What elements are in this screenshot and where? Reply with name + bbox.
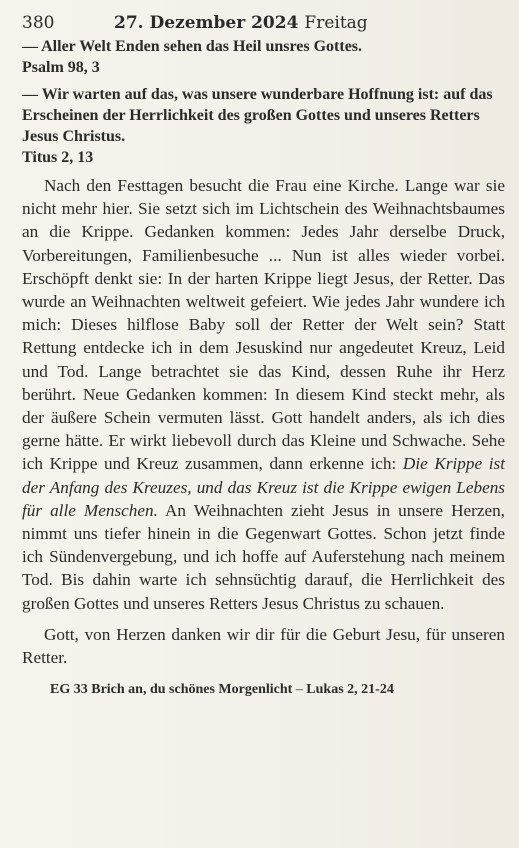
devotion-text: [22, 174, 505, 615]
devotion-part-1: Nach den Festtagen besucht die Frau eine Kirche. Lange war sie nicht mehr hier. Sie setzt sich im Lichtschein des Weihnachtsbaumes an die Krippe. Gedanken kommen: Jedes Jahr derselbe Druck, Vorbereitungen, Familienbesuche ... Nun ist alles wieder vorbei. Erschöpft denkt sie: In der harten Krippe liegt Jesus, der Retter. Das wurde an Weihnachten weltweit gefeiert. Wie jedes Jahr wundere ich mich: Dieses hilflose Baby soll der Retter der Welt sein? Statt Rettung entdecke ich in dem Jesuskind nur angedeutet Kreuz, Leid und Tod. Lange betrachtet sie das Kind, dessen Ruhe ihr Herz berührt. Neue Gedanken kommen: In diesem Kind steckt mehr, als der äußere Schein vermuten lässt. Gott handelt anders, als ich dies gerne hätte. Er wirkt liebevoll durch das Kleine und Schwache. Sehe ich Krippe und Kreuz zusammen, dann erkenne ich:: [22, 176, 505, 474]
devotion-quote: Die Krippe ist der Anfang des Kreuzes, und das Kreuz ist die Krippe ewigen Lebens für alle Menschen.: [22, 454, 505, 520]
verse-teaching-text: [22, 84, 505, 168]
verse-text: — Wir warten auf das, was unsere wunderbare Hoffnung ist: auf das Erscheinen der Herrlichkeit des großen Gottes und unseres Retters Jesus Christus.: [22, 86, 493, 145]
weekday: Freitag: [304, 13, 368, 33]
page-number: 380: [22, 13, 55, 33]
prayer-text: Gott, von Herzen danken wir dir für die Geburt Jesu, für unseren Retter.: [22, 624, 505, 668]
reading-reference: Lukas 2, 21-24: [306, 682, 394, 698]
verse-reference: Psalm 98, 3: [22, 59, 100, 76]
devotion-part-2: An Weihnachten zieht Jesus in unsere Herzen, nimmt uns tiefer hinein in die Gegenwart Gottes. Schon jetzt finde ich Sündenvergebung, und ich hoffe auf Auferstehung nach meinem Tod. Bis dahin warte ich sehnsüchtig darauf, die Herrlichkeit des großen Gottes und unseres Retters Jesus Christus zu schauen.: [22, 500, 505, 613]
page-footer: [22, 681, 505, 699]
date: 27. Dezember 2024: [114, 13, 299, 33]
verse-reference: Titus 2, 13: [22, 149, 94, 166]
verse-text: — Aller Welt Enden sehen das Heil unsres Gottes.: [22, 38, 363, 55]
footer-separator: –: [292, 682, 307, 698]
page-header: [22, 12, 505, 34]
verse-watchword: [22, 36, 505, 78]
hymn-reference: EG 33 Brich an, du schönes Morgenlicht: [50, 682, 293, 698]
